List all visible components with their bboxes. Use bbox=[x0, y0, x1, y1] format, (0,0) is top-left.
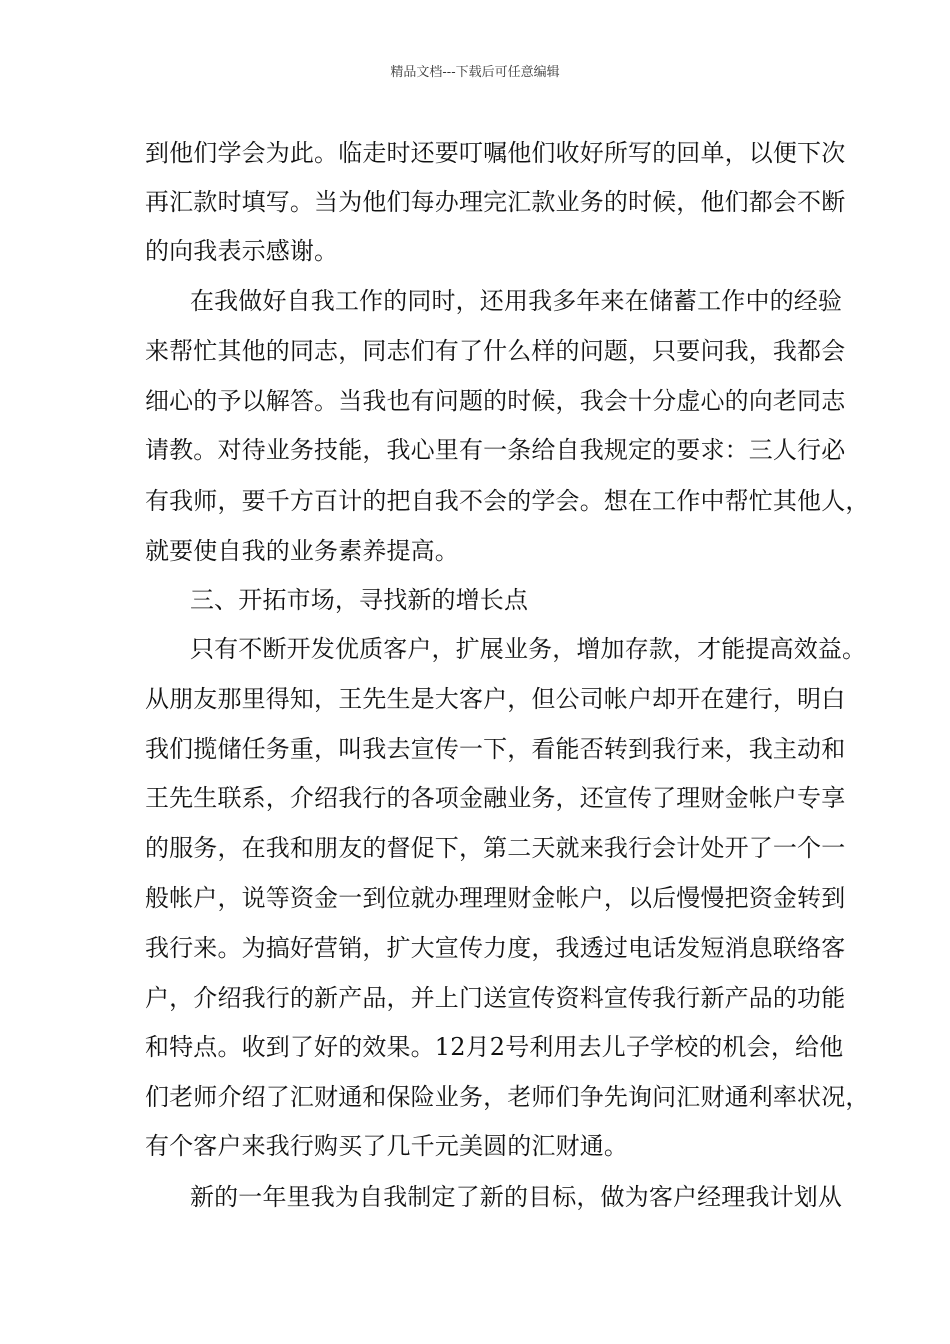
text-line: 我们揽储任务重，叫我去宣传一下，看能否转到我行来，我主动和 bbox=[145, 735, 846, 763]
text-line: 和特点。收到了好的效果。12月2号利用去儿子学校的机会，给他 bbox=[145, 1033, 844, 1061]
section-heading: 三、开拓市场，寻找新的增长点 bbox=[190, 586, 529, 614]
text-line: 请教。对待业务技能，我心里有一条给自我规定的要求：三人行必 bbox=[145, 436, 846, 464]
paragraph-start-line: 只有不断开发优质客户，扩展业务，增加存款，才能提高效益。 bbox=[190, 635, 867, 663]
text-line: 来帮忙其他的同志，同志们有了什么样的问题，只要问我，我都会 bbox=[145, 337, 846, 365]
paragraph-start-line: 在我做好自我工作的同时，还用我多年来在储蓄工作中的经验 bbox=[190, 287, 843, 315]
text-line: 从朋友那里得知，王先生是大客户，但公司帐户却开在建行，明白 bbox=[145, 685, 846, 713]
text-line: 户，介绍我行的新产品，并上门送宣传资料宣传我行新产品的功能 bbox=[145, 984, 846, 1012]
text-line: 王先生联系，介绍我行的各项金融业务，还宣传了理财金帐户专享 bbox=[145, 784, 846, 812]
text-line: 的服务，在我和朋友的督促下，第二天就来我行会计处开了一个一 bbox=[145, 834, 846, 862]
text-line: 我行来。为搞好营销，扩大宣传力度，我透过电话发短消息联络客 bbox=[145, 934, 846, 962]
text-line: 的向我表示感谢。 bbox=[145, 237, 339, 265]
text-line: 就要使自我的业务素养提高。 bbox=[145, 537, 459, 565]
text-line: 细心的予以解答。当我也有问题的时候，我会十分虚心的向老同志 bbox=[145, 387, 846, 415]
text-line: 再汇款时填写。当为他们每办理完汇款业务的时候，他们都会不断 bbox=[145, 188, 846, 216]
text-line: 有个客户来我行购买了几千元美圆的汇财通。 bbox=[145, 1132, 628, 1160]
text-line: 有我师，要千方百计的把自我不会的学会。想在工作中帮忙其他人， bbox=[145, 487, 870, 515]
page-header: 精品文档---下载后可任意编辑 bbox=[390, 65, 560, 80]
text-line: 般帐户，说等资金一到位就办理理财金帐户，以后慢慢把资金转到 bbox=[145, 884, 846, 912]
paragraph-start-line: 新的一年里我为自我制定了新的目标，做为客户经理我计划从 bbox=[190, 1183, 843, 1211]
text-line: 们老师介绍了汇财通和保险业务，老师们争先询问汇财通利率状况， bbox=[145, 1083, 870, 1111]
text-line: 到他们学会为此。临走时还要叮嘱他们收好所写的回单，以便下次 bbox=[145, 139, 846, 167]
